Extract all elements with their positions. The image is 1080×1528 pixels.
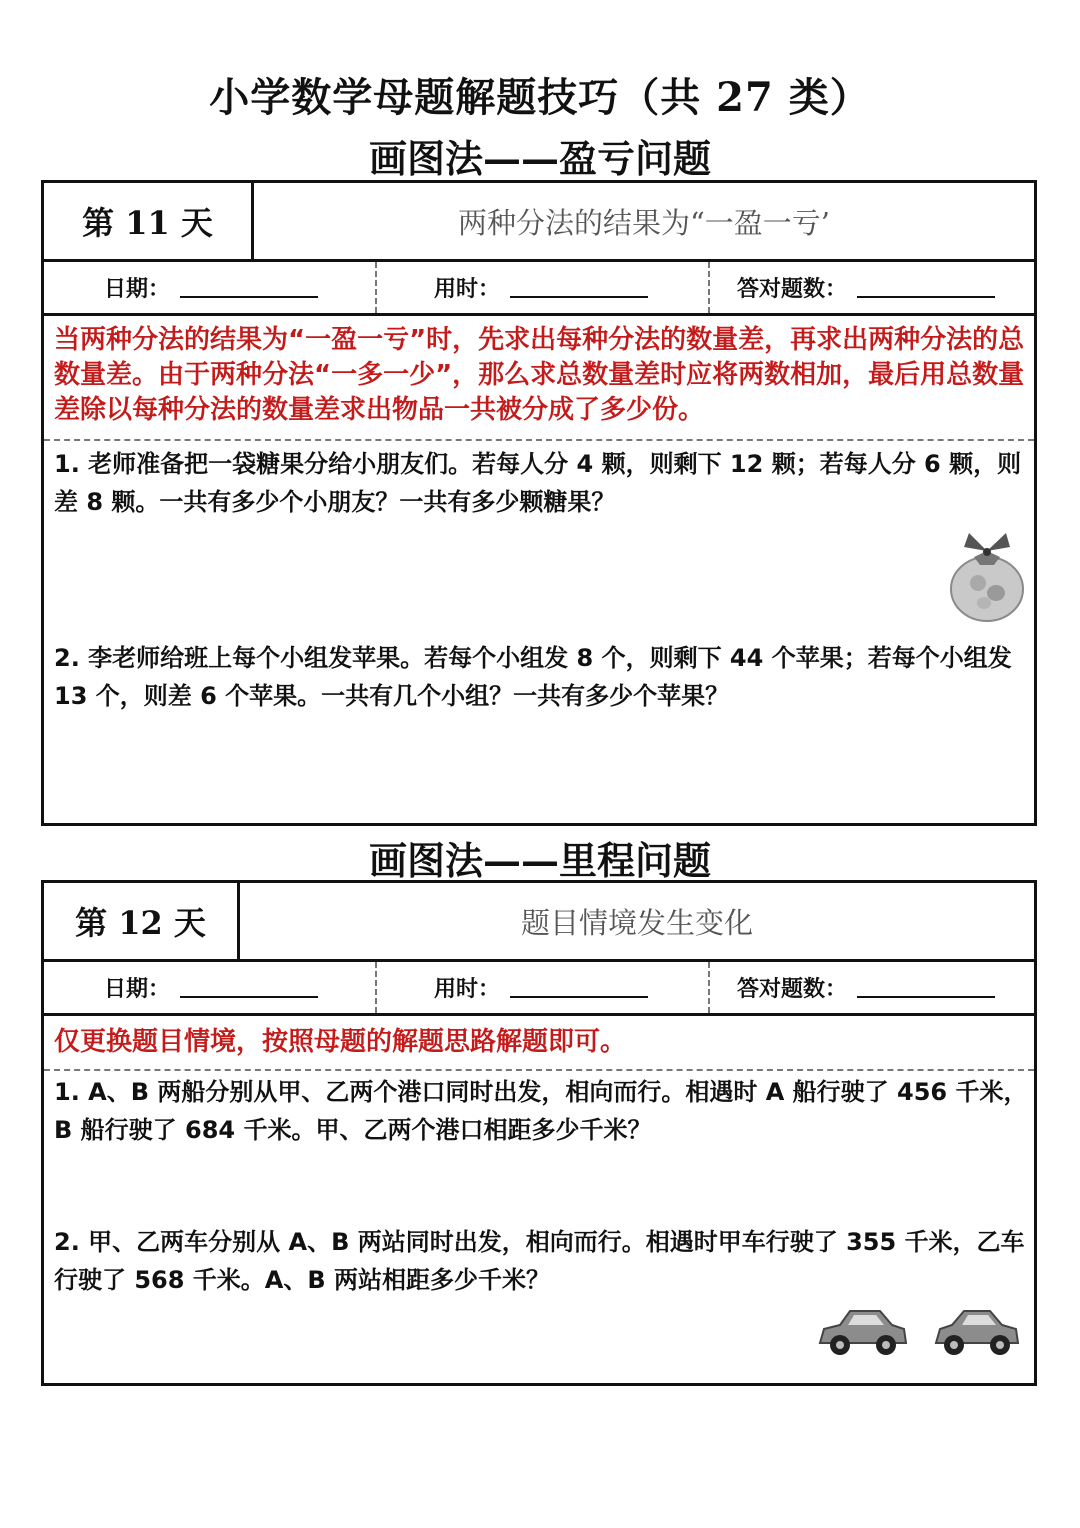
meta-separator [375, 262, 377, 313]
meta-separator [708, 962, 710, 1013]
score-label: 答对题数： [737, 277, 848, 302]
day-card-12 [41, 880, 1037, 1386]
day-header-row [44, 883, 1034, 959]
meta-row [44, 262, 1034, 313]
date-label: 日期： [104, 977, 171, 1002]
dashed-divider [44, 1069, 1034, 1071]
score-blank[interactable] [857, 978, 995, 998]
score-label: 答对题数： [737, 977, 848, 1002]
question-2: 2. 甲、乙两车分别从 A、B 两站同时出发，相向而行。相遇时甲车行驶了 355 千米，乙车行驶了 568 千米。A、B 两站相距多少千米？ [54, 1228, 1025, 1294]
car-icon [814, 1301, 910, 1363]
score-field[interactable] [737, 262, 995, 313]
meta-separator [375, 962, 377, 1013]
time-label: 用时： [434, 977, 501, 1002]
time-blank[interactable] [510, 278, 648, 298]
page-title: 小学数学母题解题技巧（共 27 类） [209, 74, 871, 121]
question-1: 1. A、B 两船分别从甲、乙两个港口同时出发，相向而行。相遇时 A 船行驶了 456 千米，B 船行驶了 684 千米。甲、乙两个港口相距多少千米？ [54, 1078, 1028, 1144]
candy-bag-icon [944, 521, 1030, 625]
time-blank[interactable] [510, 978, 648, 998]
tip-text: 当两种分法的结果为“一盈一亏”时，先求出每种分法的数量差，再求出两种分法的总数量差。由于两种分法“一多一少”，那么求总数量差时应将两数相加，最后用总数量差除以每种分法的数量差求出物品一共被分成了多少份。 [54, 325, 1025, 425]
day-card-11 [41, 180, 1037, 826]
question-2: 2. 李老师给班上每个小组发苹果。若每个小组发 8 个，则剩下 44 个苹果；若每个小组发 13 个，则差 6 个苹果。一共有几个小组？一共有多少个苹果？ [54, 644, 1012, 710]
meta-separator [708, 262, 710, 313]
meta-row [44, 962, 1034, 1013]
tip-text: 仅更换题目情境，按照母题的解题思路解题即可。 [54, 1027, 627, 1057]
question-1: 1. 老师准备把一袋糖果分给小朋友们。若每人分 4 颗，则剩下 12 颗；若每人分 6 颗，则差 8 颗。一共有多少个小朋友？一共有多少颗糖果？ [54, 450, 1022, 516]
time-field[interactable] [434, 262, 648, 313]
divider [44, 1013, 1034, 1016]
score-blank[interactable] [857, 278, 995, 298]
score-field[interactable] [737, 962, 995, 1013]
time-field[interactable] [434, 962, 648, 1013]
date-field[interactable] [104, 262, 318, 313]
topic-label: 两种分法的结果为“一盈一亏’ [457, 205, 831, 240]
section-title-1: 画图法——盈亏问题 [368, 136, 711, 181]
day-label: 第 11 天 [44, 183, 254, 259]
day-label: 第 12 天 [44, 883, 240, 959]
divider [44, 313, 1034, 316]
topic-label: 题目情境发生变化 [520, 905, 753, 940]
car-icon [932, 1301, 1022, 1363]
date-label: 日期： [104, 277, 171, 302]
date-blank[interactable] [180, 978, 318, 998]
date-blank[interactable] [180, 278, 318, 298]
dashed-divider [44, 439, 1034, 441]
section-title-2: 画图法——里程问题 [368, 838, 711, 883]
day-header-row [44, 183, 1034, 259]
time-label: 用时： [434, 277, 501, 302]
date-field[interactable] [104, 962, 318, 1013]
